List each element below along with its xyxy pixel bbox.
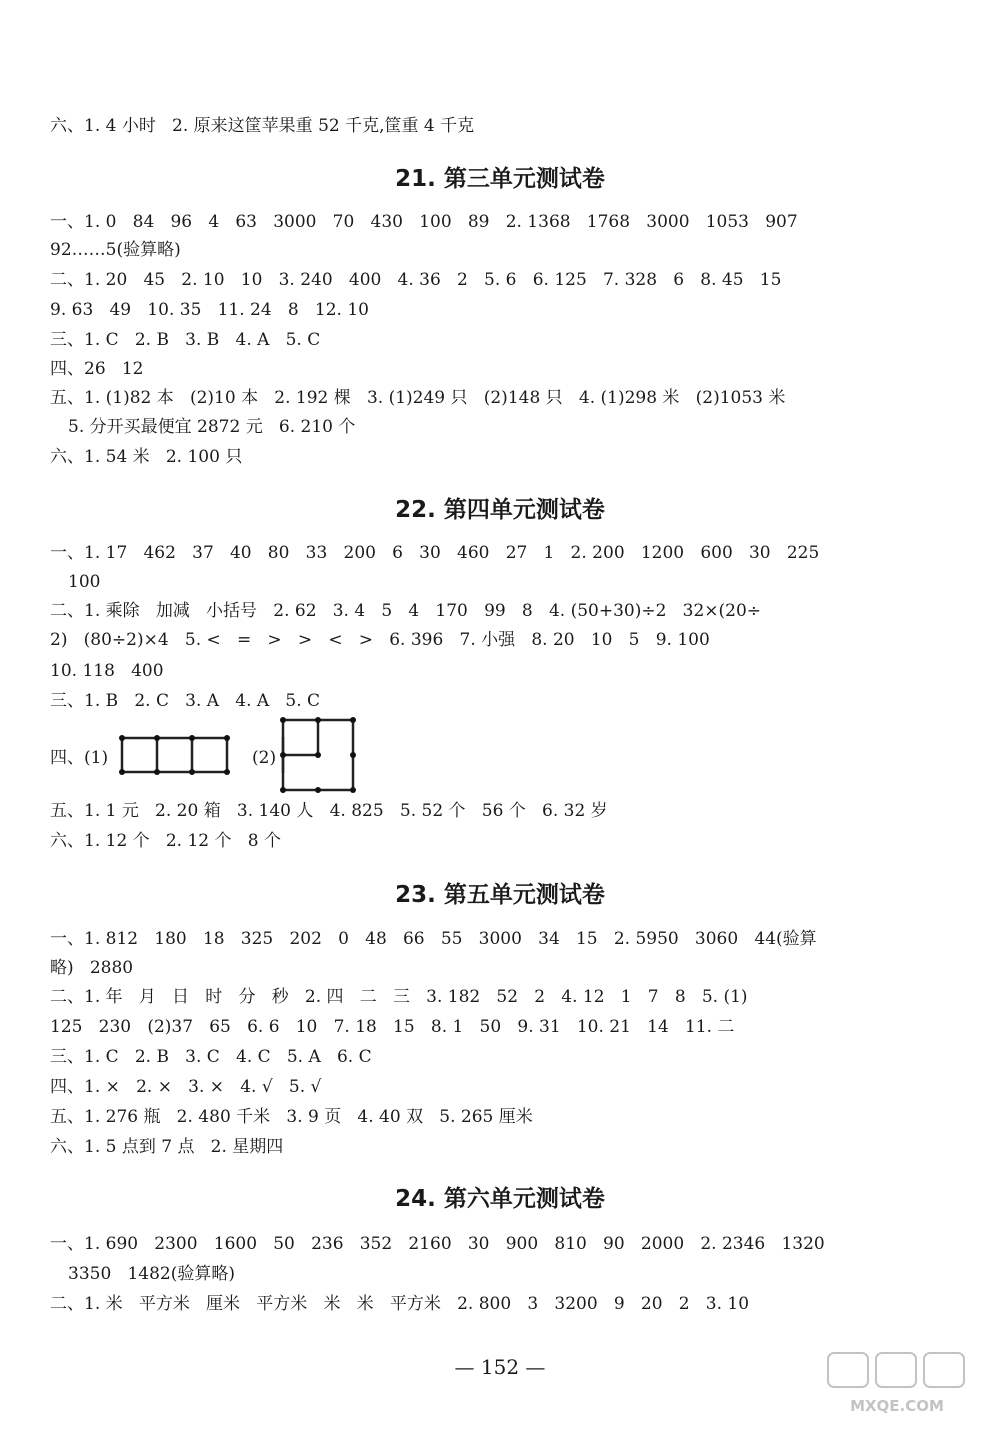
answer-line: 2) (80÷2)×4 5. < = > > < > 6. 396 7. 小强 8. 20 10 5 9. 100 bbox=[50, 630, 710, 650]
figure-2-square-grid bbox=[278, 715, 358, 795]
answer-line: 五、1. (1)82 本 (2)10 本 2. 192 棵 3. (1)249 只 (2)148 只 4. (1)298 米 (2)1053 米 bbox=[50, 388, 786, 408]
answer-line: 六、1. 4 小时 2. 原来这筐苹果重 52 千克,筐重 4 千克 bbox=[50, 116, 475, 136]
answer-line: 5. 分开买最便宜 2872 元 6. 210 个 bbox=[68, 417, 356, 437]
answer-line: 125 230 (2)37 65 6. 6 10 7. 18 15 8. 1 50 9. 31 10. 21 14 11. 二 bbox=[50, 1017, 735, 1037]
figure-1-three-squares bbox=[118, 734, 232, 776]
answer-line: 二、1. 20 45 2. 10 10 3. 240 400 4. 36 2 5. 6 6. 125 7. 328 6 8. 45 15 bbox=[50, 270, 782, 290]
answer-line: 一、1. 17 462 37 40 80 33 200 6 30 460 27 1 2. 200 1200 600 30 225 bbox=[50, 543, 820, 563]
section-title: 22. 第四单元测试卷 bbox=[395, 497, 605, 523]
answer-line: 一、1. 690 2300 1600 50 236 352 2160 30 900 810 90 2000 2. 2346 1320 bbox=[50, 1234, 825, 1254]
answer-line: 二、1. 乘除 加减 小括号 2. 62 3. 4 5 4 170 99 8 4. (50+30)÷2 32×(20÷ bbox=[50, 601, 762, 621]
answer-line: 一、1. 0 84 96 4 63 3000 70 430 100 89 2. 1368 1768 3000 1053 907 bbox=[50, 212, 798, 232]
answer-line: 四、26 12 bbox=[50, 359, 144, 379]
answer-line: 四、1. × 2. × 3. × 4. √ 5. √ bbox=[50, 1077, 322, 1097]
answer-line: 五、1. 276 瓶 2. 480 千米 3. 9 页 4. 40 双 5. 265 厘米 bbox=[50, 1107, 533, 1127]
answer-line: 六、1. 5 点到 7 点 2. 星期四 bbox=[50, 1137, 284, 1157]
answer-line: 三、1. C 2. B 3. C 4. C 5. A 6. C bbox=[50, 1047, 372, 1067]
answer-line: 三、1. B 2. C 3. A 4. A 5. C bbox=[50, 691, 321, 711]
answer-line: 9. 63 49 10. 35 11. 24 8 12. 10 bbox=[50, 300, 369, 320]
answer-line: 一、1. 812 180 18 325 202 0 48 66 55 3000 34 15 2. 5950 3060 44(验算 bbox=[50, 929, 817, 949]
answer-line: 五、1. 1 元 2. 20 箱 3. 140 人 4. 825 5. 52 个 56 个 6. 32 岁 bbox=[50, 801, 608, 821]
answer-line: 92……5(验算略) bbox=[50, 240, 181, 260]
answer-line: 10. 118 400 bbox=[50, 661, 164, 681]
answer-line: 六、1. 54 米 2. 100 只 bbox=[50, 447, 243, 467]
answer-line: (2) bbox=[252, 748, 277, 768]
section-title: 21. 第三单元测试卷 bbox=[395, 166, 605, 192]
section-title: 24. 第六单元测试卷 bbox=[395, 1186, 605, 1212]
answer-line: 3350 1482(验算略) bbox=[68, 1264, 236, 1284]
svg-text:MXQE.COM: MXQE.COM bbox=[850, 1397, 944, 1415]
page-number: — 152 — bbox=[454, 1355, 546, 1379]
watermark-logo bbox=[822, 1349, 972, 1419]
answer-line: 二、1. 年 月 日 时 分 秒 2. 四 二 三 3. 182 52 2 4. 12 1 7 8 5. (1) bbox=[50, 987, 748, 1007]
section-title: 23. 第五单元测试卷 bbox=[395, 882, 605, 908]
answer-line: 四、(1) bbox=[50, 748, 109, 768]
answer-line: 三、1. C 2. B 3. B 4. A 5. C bbox=[50, 330, 321, 350]
answer-line: 100 bbox=[68, 572, 101, 592]
answer-line: 二、1. 米 平方米 厘米 平方米 米 米 平方米 2. 800 3 3200 9 20 2 3. 10 bbox=[50, 1294, 750, 1314]
answer-line: 略) 2880 bbox=[50, 958, 134, 978]
answer-line: 六、1. 12 个 2. 12 个 8 个 bbox=[50, 831, 281, 851]
